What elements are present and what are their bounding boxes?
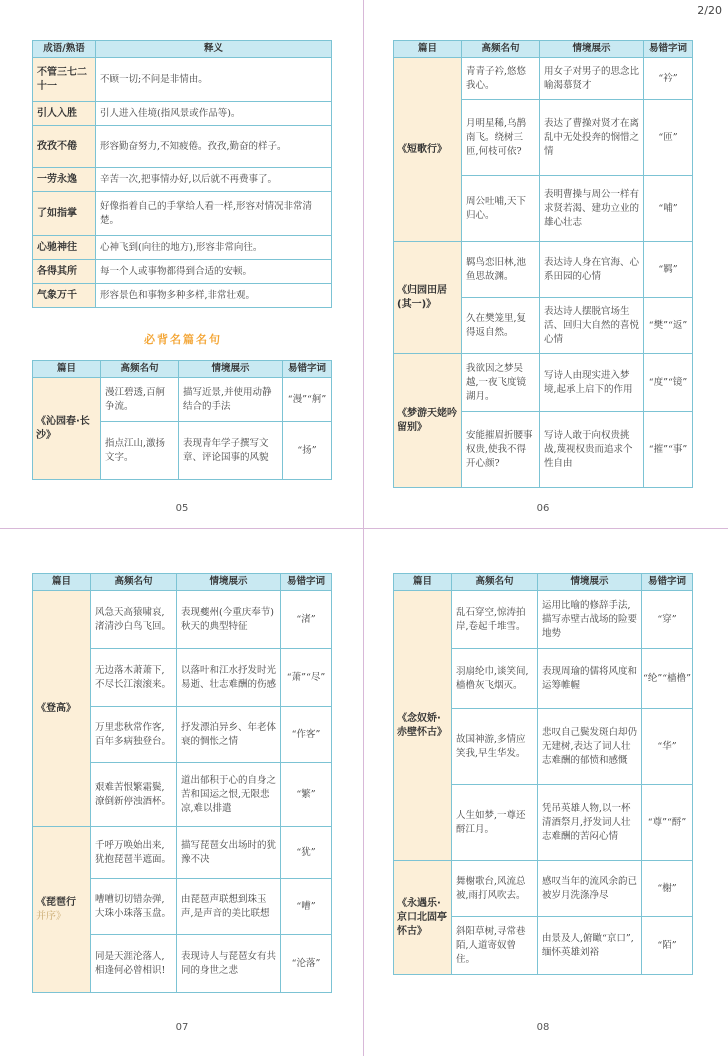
idiom-meaning: 心神飞到(向往的地方),形容非常向往。 xyxy=(96,236,332,260)
idiom-term: 不管三七二十一 xyxy=(33,58,96,102)
poem-table xyxy=(32,573,332,993)
poem-title: 《短歌行》 xyxy=(394,58,462,242)
idiom-meaning: 引人进入佳境(指风景或作品等)。 xyxy=(96,102,332,126)
col-header: 情境展示 xyxy=(538,574,642,591)
poem-words: “衿” xyxy=(644,58,693,100)
poem-words: “嘈” xyxy=(281,879,332,935)
col-header: 高频名句 xyxy=(462,41,540,58)
idiom-table xyxy=(32,40,332,308)
idiom-meaning: 形容勤奋努力,不知疲倦。孜孜,勤奋的样子。 xyxy=(96,126,332,168)
col-header: 情境展示 xyxy=(540,41,644,58)
page-05-idiom-panel xyxy=(32,40,332,308)
idiom-term: 引人入胜 xyxy=(33,102,96,126)
page-number: 08 xyxy=(536,1022,550,1033)
poem-quote: 羽扇纶巾,谈笑间,樯橹灰飞烟灭。 xyxy=(452,649,538,709)
poem-title: 《念奴娇·赤壁怀古》 xyxy=(394,591,452,861)
poem-quote: 故国神游,多情应笑我,早生华发。 xyxy=(452,709,538,785)
poem-context: 抒发漂泊异乡、年老体衰的惆怅之情 xyxy=(177,707,281,763)
col-header: 情境展示 xyxy=(179,361,283,378)
poem-words: “萧”“尽” xyxy=(281,649,332,707)
page-05-poem-panel xyxy=(32,360,332,480)
poem-words: “度”“镜” xyxy=(644,354,693,412)
poem-words: “羁” xyxy=(644,242,693,298)
poem-words: “扬” xyxy=(283,422,332,480)
poem-context: 由景及人,俯瞰“京口”,缅怀英雄刘裕 xyxy=(538,917,642,975)
poem-words: “华” xyxy=(642,709,693,785)
poem-context: 描写琵琶女出场时的犹豫不决 xyxy=(177,827,281,879)
poem-words: “榭” xyxy=(642,861,693,917)
poem-quote: 青青子衿,悠悠我心。 xyxy=(462,58,540,100)
idiom-meaning: 每一个人或事物都得到合适的安顿。 xyxy=(96,260,332,284)
poem-title: 《永遇乐·京口北固亭怀古》 xyxy=(394,861,452,975)
poem-quote: 月明星稀,乌鹊南飞。绕树三匝,何枝可依? xyxy=(462,100,540,176)
poem-context: 由琵琶声联想到珠玉声,是声音的美比联想 xyxy=(177,879,281,935)
poem-context: 凭吊英雄人物,以一杯清酒祭月,抒发词人壮志难酬的苦闷心情 xyxy=(538,785,642,861)
horizontal-divider xyxy=(0,528,728,529)
page-06-panel xyxy=(393,40,693,488)
poem-words: “沦落” xyxy=(281,935,332,993)
poem-quote: 舞榭歌台,风流总被,雨打风吹去。 xyxy=(452,861,538,917)
poem-quote: 万里悲秋常作客,百年多病独登台。 xyxy=(91,707,177,763)
poem-context: 表现青年学子撰写文章、评论国事的风貌 xyxy=(179,422,283,480)
poem-words: “匝” xyxy=(644,100,693,176)
poem-context: 表达诗人摆脱官场生活、回归大自然的喜悦心情 xyxy=(540,298,644,354)
poem-title-cell xyxy=(33,827,91,993)
poem-title: 《归园田居(其一)》 xyxy=(394,242,462,354)
poem-context: 表达诗人身在官海、心系田园的心情 xyxy=(540,242,644,298)
poem-quote: 久在樊笼里,复得返自然。 xyxy=(462,298,540,354)
idiom-term: 一劳永逸 xyxy=(33,168,96,192)
poem-context: 运用比喻的修辞手法,描写赤壁古战场的险要地势 xyxy=(538,591,642,649)
poem-context: 悲叹自己鬓发斑白却仍无建树,表达了词人壮志难酬的郁愤和感慨 xyxy=(538,709,642,785)
col-header: 篇目 xyxy=(33,574,91,591)
poem-words: “哺” xyxy=(644,176,693,242)
col-header: 易错字词 xyxy=(642,574,693,591)
poem-words: “犹” xyxy=(281,827,332,879)
poem-quote: 乱石穿空,惊涛拍岸,卷起千堆雪。 xyxy=(452,591,538,649)
idiom-term: 孜孜不倦 xyxy=(33,126,96,168)
poem-words: “纶”“樯橹” xyxy=(642,649,693,709)
poem-title: 《登高》 xyxy=(33,591,91,827)
poem-words: “繁” xyxy=(281,763,332,827)
poem-quote: 斜阳草树,寻常巷陌,人道寄奴曾住。 xyxy=(452,917,538,975)
poem-quote: 嘈嘈切切错杂弹,大珠小珠落玉盘。 xyxy=(91,879,177,935)
poem-context: 表现周瑜的儒将风度和运筹帷幄 xyxy=(538,649,642,709)
idiom-term: 心驰神往 xyxy=(33,236,96,260)
poem-quote: 艰难苦恨繁霜鬓,潦倒新停浊酒杯。 xyxy=(91,763,177,827)
col-header: 高频名句 xyxy=(101,361,179,378)
poem-quote: 人生如梦,一尊还酹江月。 xyxy=(452,785,538,861)
idiom-meaning: 好像指着自己的手掌给人看一样,形容对情况非常清楚。 xyxy=(96,192,332,236)
poem-words: “渚” xyxy=(281,591,332,649)
poem-words: “摧”“事” xyxy=(644,412,693,488)
col-header: 情境展示 xyxy=(177,574,281,591)
poem-words: “樊”“返” xyxy=(644,298,693,354)
poem-context: 描写近景,并使用动静结合的手法 xyxy=(179,378,283,422)
section-banner: 必背名篇名句 xyxy=(144,333,222,346)
col-header: 高频名句 xyxy=(452,574,538,591)
poem-context: 表明曹操与周公一样有求贤若渴、建功立业的雄心壮志 xyxy=(540,176,644,242)
poem-quote: 风急天高猿啸哀,渚清沙白鸟飞回。 xyxy=(91,591,177,649)
idiom-term: 了如指掌 xyxy=(33,192,96,236)
poem-quote: 同是天涯沦落人,相逢何必曾相识! xyxy=(91,935,177,993)
poem-table xyxy=(393,573,693,975)
poem-title: 《沁园春·长沙》 xyxy=(33,378,101,480)
page-08-panel xyxy=(393,573,693,975)
page-number: 07 xyxy=(175,1022,189,1033)
poem-context: 以落叶和江水抒发时光易逝、壮志难酬的伤感 xyxy=(177,649,281,707)
idiom-meaning: 形容景色和事物多种多样,非常壮观。 xyxy=(96,284,332,308)
poem-context: 表现夔州(今重庆奉节)秋天的典型特征 xyxy=(177,591,281,649)
col-header: 易错字词 xyxy=(644,41,693,58)
idiom-meaning: 辛苦一次,把事情办好,以后就不再费事了。 xyxy=(96,168,332,192)
col-header: 篇目 xyxy=(33,361,101,378)
poem-quote: 羁鸟恋旧林,池鱼思故渊。 xyxy=(462,242,540,298)
poem-words: “作客” xyxy=(281,707,332,763)
poem-context: 道出郁积于心的自身之苦和国运之恨,无限悲凉,难以排遣 xyxy=(177,763,281,827)
page-number: 05 xyxy=(175,503,189,514)
poem-quote: 无边落木萧萧下,不尽长江滚滚来。 xyxy=(91,649,177,707)
poem-quote: 周公吐哺,天下归心。 xyxy=(462,176,540,242)
poem-table xyxy=(393,40,693,488)
poem-context: 表达了曹操对贤才在离乱中无处投奔的悯惜之情 xyxy=(540,100,644,176)
page-07-panel xyxy=(32,573,332,993)
page-number: 06 xyxy=(536,503,550,514)
poem-quote: 指点江山,激扬文字。 xyxy=(101,422,179,480)
idiom-meaning: 不顾一切;不问是非情由。 xyxy=(96,58,332,102)
poem-words: “漫”“舸” xyxy=(283,378,332,422)
col-header: 易错字词 xyxy=(281,574,332,591)
poem-title-sub: 并序》 xyxy=(36,910,66,922)
poem-context: 感叹当年的流风余韵已被岁月洗涤净尽 xyxy=(538,861,642,917)
poem-table xyxy=(32,360,332,480)
sheet-number: 2/20 xyxy=(697,4,722,17)
idiom-term: 气象万千 xyxy=(33,284,96,308)
col-header: 篇目 xyxy=(394,41,462,58)
col-header: 易错字词 xyxy=(283,361,332,378)
poem-context: 写诗人敢于向权贵挑战,蔑视权贵而追求个性自由 xyxy=(540,412,644,488)
idiom-header-term: 成语/熟语 xyxy=(33,41,96,58)
col-header: 篇目 xyxy=(394,574,452,591)
col-header: 高频名句 xyxy=(91,574,177,591)
poem-context: 写诗人由现实进入梦境,起承上启下的作用 xyxy=(540,354,644,412)
poem-quote: 漫江碧透,百舸争流。 xyxy=(101,378,179,422)
poem-words: “尊”“酹” xyxy=(642,785,693,861)
poem-quote: 千呼万唤始出来,犹抱琵琶半遮面。 xyxy=(91,827,177,879)
idiom-term: 各得其所 xyxy=(33,260,96,284)
poem-title: 《琵琶行 xyxy=(36,896,76,908)
idiom-header-meaning: 释义 xyxy=(96,41,332,58)
poem-quote: 我欲因之梦吴越,一夜飞度镜湖月。 xyxy=(462,354,540,412)
poem-context: 用女子对男子的思念比喻渴慕贤才 xyxy=(540,58,644,100)
poem-title: 《梦游天姥吟留别》 xyxy=(394,354,462,488)
poem-words: “穿” xyxy=(642,591,693,649)
poem-context: 表现诗人与琵琶女有共同的身世之悲 xyxy=(177,935,281,993)
poem-quote: 安能摧眉折腰事权贵,使我不得开心颜? xyxy=(462,412,540,488)
poem-words: “陌” xyxy=(642,917,693,975)
